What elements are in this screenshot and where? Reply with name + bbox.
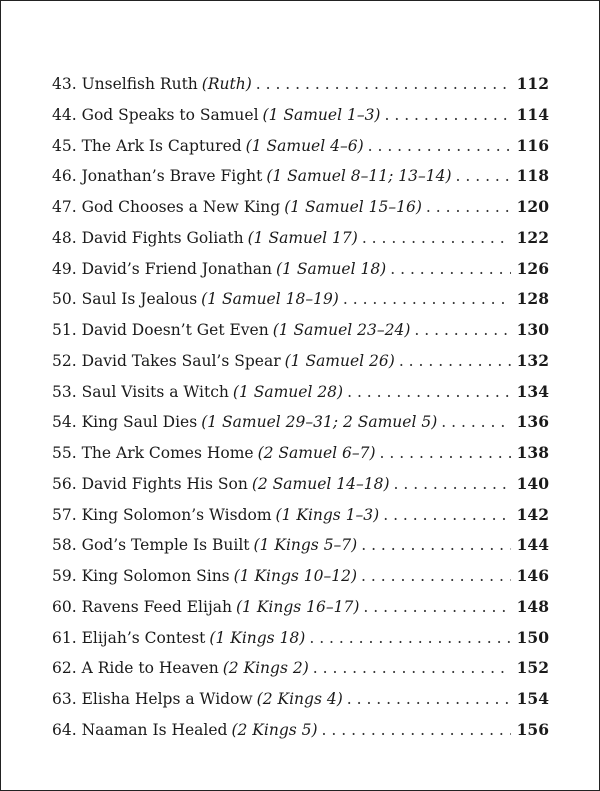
toc-entry-scripture-reference: (1 Samuel 1–3) <box>262 105 381 124</box>
toc-entry <box>52 561 549 592</box>
toc-entry <box>52 284 549 315</box>
toc-entry <box>52 469 549 500</box>
toc-dot-leader <box>313 653 511 684</box>
toc-entry-page-number: 130 <box>516 320 549 339</box>
toc-entry-page-number: 156 <box>516 719 549 739</box>
toc-entry <box>52 100 549 131</box>
toc-entry-title: 50. Saul Is Jealous <box>52 290 198 309</box>
toc-entry-title: 62. A Ride to Heaven <box>52 659 219 678</box>
toc-entry-page-number: 142 <box>516 504 549 524</box>
toc-entry-scripture-reference: (2 Kings 5) <box>231 720 318 739</box>
toc-entry <box>52 315 549 346</box>
toc-entry-scripture-reference: (2 Kings 4) <box>256 690 343 708</box>
toc-entry <box>52 223 549 254</box>
toc-entry-page-number: 112 <box>516 74 549 93</box>
toc-entry <box>52 254 549 285</box>
toc-entry-scripture-reference: (1 Samuel 26) <box>284 351 395 370</box>
toc-dot-leader <box>394 469 511 500</box>
toc-entry-title: 60. Ravens Feed Elijah <box>52 597 232 616</box>
toc-entry-page-number: 118 <box>516 166 549 186</box>
toc-dot-leader <box>456 161 511 192</box>
toc-entry-page-number: 116 <box>516 135 549 155</box>
toc-entry-title: 51. David Doesn’t Get Even <box>52 321 269 339</box>
toc-entry <box>52 592 549 623</box>
toc-entry-title: 58. God’s Temple Is Built <box>52 536 250 555</box>
toc-dot-leader <box>362 223 511 254</box>
toc-dot-leader <box>256 69 511 100</box>
toc-dot-leader <box>414 315 510 346</box>
toc-entry-title: 59. King Solomon Sins <box>52 567 230 585</box>
toc-entry-scripture-reference: (2 Samuel 6–7) <box>257 444 376 462</box>
toc-entry <box>52 346 549 377</box>
toc-entry-scripture-reference: (Ruth) <box>201 75 252 93</box>
toc-dot-leader <box>363 592 510 623</box>
toc-entry-page-number: 114 <box>516 104 549 124</box>
table-of-contents <box>52 69 549 746</box>
toc-entry-page-number: 120 <box>516 197 549 216</box>
toc-entry <box>52 438 549 469</box>
toc-entry-title: 47. God Chooses a New King <box>52 198 281 216</box>
toc-entry-scripture-reference: (1 Kings 1–3) <box>275 505 380 524</box>
toc-dot-leader <box>368 131 511 162</box>
toc-dot-leader <box>343 284 511 315</box>
toc-entry-scripture-reference: (1 Kings 16–17) <box>236 597 360 616</box>
toc-entry-page-number: 146 <box>516 566 549 585</box>
toc-entry <box>52 623 549 654</box>
toc-dot-leader <box>384 100 510 131</box>
toc-entry <box>52 653 549 684</box>
toc-entry-page-number: 128 <box>516 289 549 309</box>
toc-entry-title: 44. God Speaks to Samuel <box>52 105 259 124</box>
toc-dot-leader <box>347 377 511 408</box>
toc-dot-leader <box>380 438 511 469</box>
toc-entry-scripture-reference: (1 Samuel 8–11; 13–14) <box>266 167 452 186</box>
toc-entry-scripture-reference: (1 Samuel 29–31; 2 Samuel 5) <box>201 413 438 432</box>
toc-entry-title: 64. Naaman Is Healed <box>52 720 228 739</box>
toc-dot-leader <box>426 192 511 223</box>
toc-entry-title: 43. Unselfish Ruth <box>52 75 198 93</box>
toc-entry-title: 45. The Ark Is Captured <box>52 136 242 155</box>
toc-entry-scripture-reference: (1 Samuel 17) <box>247 228 358 247</box>
toc-entry <box>52 161 549 192</box>
toc-entry-scripture-reference: (1 Samuel 28) <box>232 382 344 401</box>
toc-entry-title: 46. Jonathan’s Brave Fight <box>52 167 263 186</box>
toc-dot-leader <box>390 254 510 285</box>
toc-entry-scripture-reference: (2 Samuel 14–18) <box>251 474 390 493</box>
toc-entry-scripture-reference: (1 Kings 5–7) <box>253 536 358 555</box>
toc-entry-title: 48. David Fights Goliath <box>52 228 244 247</box>
toc-entry-title: 63. Elisha Helps a Widow <box>52 690 253 708</box>
toc-entry-page-number: 136 <box>516 412 549 432</box>
toc-dot-leader <box>309 623 510 654</box>
toc-entry-scripture-reference: (1 Kings 10–12) <box>233 567 358 585</box>
toc-entry-page-number: 148 <box>516 596 549 616</box>
toc-entry-scripture-reference: (1 Samuel 4–6) <box>245 136 364 155</box>
toc-entry-page-number: 134 <box>516 381 549 401</box>
toc-entry-scripture-reference: (1 Samuel 18) <box>276 259 387 278</box>
toc-entry-title: 55. The Ark Comes Home <box>52 444 254 462</box>
toc-dot-leader <box>322 715 511 746</box>
toc-dot-leader <box>383 500 510 531</box>
toc-entry-title: 56. David Fights His Son <box>52 474 248 493</box>
toc-entry-scripture-reference: (1 Samuel 15–16) <box>284 198 422 216</box>
toc-entry-scripture-reference: (2 Kings 2) <box>222 659 309 678</box>
toc-entry <box>52 684 549 715</box>
toc-entry-page-number: 144 <box>516 535 549 555</box>
toc-entry-page-number: 132 <box>516 350 549 370</box>
toc-entry <box>52 530 549 561</box>
toc-entry-scripture-reference: (1 Samuel 18–19) <box>201 290 339 309</box>
toc-entry-page-number: 154 <box>516 689 549 708</box>
toc-entry-title: 54. King Saul Dies <box>52 413 198 432</box>
toc-entry <box>52 407 549 438</box>
toc-entry-title: 52. David Takes Saul’s Spear <box>52 351 281 370</box>
toc-dot-leader <box>361 561 511 592</box>
toc-dot-leader <box>399 346 511 377</box>
toc-entry-page-number: 152 <box>516 658 549 678</box>
toc-entry <box>52 69 549 100</box>
toc-entry <box>52 192 549 223</box>
toc-entry <box>52 377 549 408</box>
toc-entry-page-number: 122 <box>516 227 549 247</box>
toc-entry-page-number: 150 <box>516 627 549 647</box>
toc-entry <box>52 500 549 531</box>
toc-entry <box>52 715 549 746</box>
toc-entry-scripture-reference: (1 Kings 18) <box>209 628 306 647</box>
toc-entry-title: 53. Saul Visits a Witch <box>52 382 229 401</box>
toc-dot-leader <box>347 684 511 715</box>
toc-entry-title: 49. David’s Friend Jonathan <box>52 259 273 278</box>
toc-entry-scripture-reference: (1 Samuel 23–24) <box>272 321 411 339</box>
toc-entry <box>52 131 549 162</box>
toc-entry-page-number: 138 <box>516 443 549 462</box>
toc-entry-page-number: 140 <box>516 473 549 493</box>
toc-entry-page-number: 126 <box>516 258 549 278</box>
toc-entry-title: 57. King Solomon’s Wisdom <box>52 505 272 524</box>
toc-entry-title: 61. Elijah’s Contest <box>52 628 206 647</box>
toc-dot-leader <box>361 530 510 561</box>
toc-dot-leader <box>441 407 510 438</box>
